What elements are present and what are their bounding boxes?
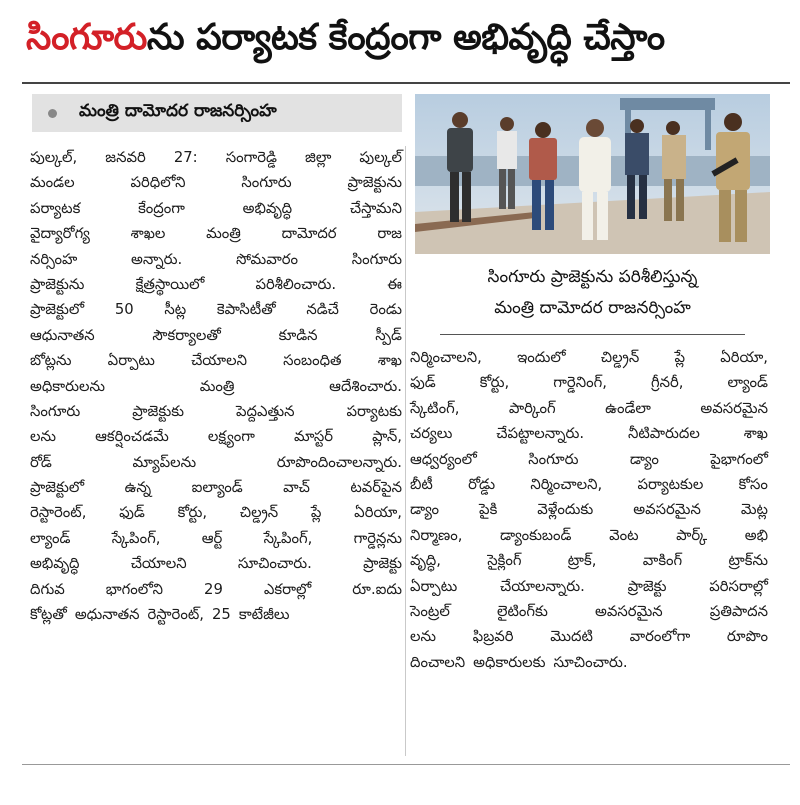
- article-line: [30, 272, 402, 297]
- article-word: మొదటి: [550, 628, 593, 646]
- article-word: ప్రాజెక్టులో: [30, 479, 85, 497]
- article-word: రాజ: [377, 225, 402, 243]
- article-column-right: [410, 345, 768, 675]
- article-word: సింగూరు: [30, 402, 81, 420]
- article-word: శాఖ: [377, 352, 402, 370]
- article-word: పర్యాటకుల: [637, 475, 704, 493]
- article-word: చేపట్టాలన్నారు.: [496, 425, 585, 443]
- article-line: [30, 145, 402, 170]
- article-column-left: [30, 145, 402, 627]
- article-word: వెళ్లేందుకు: [537, 501, 594, 519]
- article-line: [30, 247, 402, 272]
- photo-illustration: [415, 94, 770, 254]
- article-word: అధికారులను: [30, 377, 106, 395]
- bottom-rule: [22, 764, 790, 765]
- article-word: కెపాసిటీతో: [216, 301, 276, 319]
- article-line: [30, 577, 402, 602]
- bullet-icon: [48, 109, 57, 118]
- article-word: వారంలోగా: [629, 628, 691, 646]
- article-word: ప్లే: [674, 349, 685, 366]
- article-word: శాఖ: [743, 425, 768, 443]
- article-word: నీటిపారుదల: [627, 425, 700, 443]
- article-word: రెస్టారెంట్,: [147, 606, 204, 624]
- article-word: చేయాలని: [130, 555, 187, 573]
- article-word: ఏరియా,: [720, 349, 768, 366]
- article-word: మంత్రి: [206, 225, 241, 243]
- article-word: 27:: [173, 149, 198, 166]
- article-word: గార్డెన్లను: [353, 529, 402, 547]
- article-line: [30, 551, 402, 576]
- article-line: [410, 523, 768, 548]
- article-word: సెంట్రల్: [410, 602, 450, 620]
- article-word: వాచ్: [283, 479, 310, 497]
- article-word: ఈ: [387, 275, 402, 293]
- article-word: సూచించారు.: [553, 653, 628, 671]
- article-word: గార్డెనింగ్,: [553, 374, 607, 392]
- photo-caption: [415, 262, 770, 332]
- article-word: ఏర్పాటు: [107, 352, 155, 370]
- article-word: వైద్యారోగ్య: [30, 225, 90, 243]
- article-word: రెస్టారెంట్,: [30, 504, 87, 522]
- article-word: మ్యాప్‌లను: [132, 453, 197, 471]
- article-word: పరిసరాల్లో: [709, 577, 768, 595]
- article-line: [30, 424, 402, 449]
- article-word: ఉండేలా: [605, 399, 651, 417]
- article-word: కాటేజీలు: [238, 606, 290, 624]
- article-word: నిర్మాణం,: [410, 526, 463, 544]
- article-word: ఏర్పాటు: [410, 577, 458, 595]
- article-word: సౌకర్యాలతో: [152, 326, 221, 344]
- article-word: ఆదేశించారు.: [329, 377, 402, 395]
- article-word: 29: [204, 580, 223, 598]
- article-word: పైకి: [479, 501, 498, 519]
- article-word: స్పీడ్: [375, 326, 402, 344]
- article-word: రూ.ఐదు: [352, 580, 402, 598]
- article-word: ల్యాండ్: [727, 374, 768, 392]
- article-word: ఉన్న: [124, 479, 152, 497]
- article-line: [30, 526, 402, 551]
- column-divider: [405, 146, 406, 756]
- article-line: [30, 196, 402, 221]
- article-word: ప్రాజెక్టు: [363, 555, 402, 573]
- article-word: స్కేటింగ్,: [410, 399, 460, 417]
- article-word: కోసం: [738, 475, 768, 493]
- article-word: నర్సింహ: [30, 250, 78, 268]
- article-word: అవసరమైన: [633, 501, 701, 519]
- article-word: దామోదర: [281, 225, 337, 243]
- article-word: కూడిన: [278, 326, 318, 344]
- article-line: [30, 323, 402, 348]
- article-word: ప్రాజెక్టులో: [30, 301, 85, 319]
- article-word: సోమవారం: [235, 250, 298, 268]
- article-word: కేంద్రంగా: [138, 199, 185, 217]
- article-word: ఆర్ట్: [201, 529, 223, 547]
- article-word: ఎకరాల్లో: [263, 580, 312, 598]
- headline-highlight: సింగూరు: [26, 17, 147, 58]
- article-word: ప్లాన్,: [372, 428, 402, 446]
- article-word: ఆధ్వర్యంలో: [410, 450, 477, 468]
- article-word: సింగూరు: [351, 250, 402, 268]
- article-word: ఆధునాతన: [30, 326, 95, 344]
- article-word: సూచించారు.: [237, 555, 312, 573]
- article-word: చిల్డ్రన్: [239, 504, 279, 522]
- article-line: [30, 348, 402, 373]
- article-word: లక్ష్యంగా: [207, 428, 255, 446]
- article-word: నడిచే: [306, 301, 339, 319]
- article-word: అభి: [744, 526, 768, 544]
- article-line: [410, 548, 768, 573]
- article-word: డ్యాం: [410, 501, 440, 519]
- article-line: [410, 447, 768, 472]
- article-word: పుల్కల్,: [30, 149, 78, 166]
- article-line: [30, 170, 402, 195]
- article-word: పర్యాటక: [30, 199, 81, 217]
- news-photo: [415, 94, 770, 254]
- article-word: ప్రతిపాదన: [709, 602, 768, 620]
- article-word: ప్రాజెక్టును: [347, 174, 402, 192]
- article-word: పైభాగంలో: [710, 450, 768, 468]
- article-word: కోర్టు,: [177, 504, 208, 522]
- caption-line-1: సింగూరు ప్రాజెక్టును పరిశీలిస్తున్న: [487, 267, 698, 287]
- article-word: ఫుడ్: [410, 374, 436, 392]
- caption-line-2: మంత్రి దామోదర రాజనర్సింహ: [494, 298, 691, 318]
- article-line: [30, 221, 402, 246]
- article-word: జిల్లా: [305, 149, 332, 166]
- article-word: లను: [410, 628, 436, 646]
- article-word: రోడ్: [30, 453, 52, 471]
- article-line: [30, 450, 402, 475]
- article-word: అధునాతన: [74, 606, 140, 624]
- article-word: గ్రీనరీ,: [650, 374, 684, 392]
- article-word: అభివృద్ధి: [30, 555, 80, 573]
- article-word: ల్యాండ్: [30, 529, 71, 547]
- article-word: మెట్ల: [740, 501, 768, 519]
- article-line: [410, 396, 768, 421]
- article-word: రూపొం: [726, 628, 768, 646]
- article-word: ప్లే: [310, 504, 322, 522]
- article-word: కోర్టు,: [479, 374, 510, 392]
- article-word: ట్రాక్‌ను: [728, 552, 768, 570]
- article-word: ప్రాజెక్టును: [30, 275, 85, 293]
- article-word: దించాలని: [410, 653, 466, 671]
- article-word: ప్రాజెక్టు: [627, 577, 667, 595]
- article-word: సింగూరు: [241, 174, 292, 192]
- article-line: [30, 374, 402, 399]
- byline: మంత్రి దామోదర రాజనర్సింహ: [79, 101, 277, 121]
- article-word: ఇందులో: [517, 349, 566, 366]
- article-word: క్షేత్రస్థాయిలో: [135, 275, 205, 293]
- article-word: వెంట: [609, 526, 639, 544]
- headline: [26, 6, 786, 78]
- article-line: [30, 475, 402, 500]
- article-word: సీట్ల: [164, 301, 187, 319]
- article-word: ఏరియా,: [354, 504, 402, 522]
- article-word: చర్యలు: [410, 425, 453, 443]
- article-word: పుల్కల్: [359, 149, 402, 166]
- article-word: బీటీ: [410, 475, 433, 493]
- article-line: [410, 472, 768, 497]
- article-word: సంబంధిత: [283, 352, 342, 370]
- article-word: మండల: [30, 174, 75, 192]
- article-word: నిర్మించాలని,: [530, 475, 603, 493]
- article-word: డ్యాంకుబండ్: [500, 526, 572, 544]
- article-word: డ్యాం: [629, 450, 659, 468]
- article-line: [410, 370, 768, 395]
- article-word: వాకింగ్: [642, 552, 683, 570]
- article-line: [410, 599, 768, 624]
- article-word: స్కేపింగ్,: [111, 529, 161, 547]
- article-word: ఫుడ్: [119, 504, 145, 522]
- article-word: శాఖల: [130, 225, 166, 243]
- headline-rest: ను పర్యాటక కేంద్రంగా అభివృద్ధి చేస్తాం: [146, 17, 665, 58]
- byline-box: [32, 94, 402, 132]
- article-word: ఆకర్షించడమే: [95, 428, 169, 446]
- article-word: పరిశీలించారు.: [255, 275, 337, 293]
- article-line: [410, 624, 768, 649]
- headline-rule: [22, 82, 790, 84]
- article-word: వృద్ధి,: [410, 552, 441, 570]
- article-word: రూపొందించాలన్నారు.: [276, 453, 402, 471]
- article-word: చేయాలన్నారు.: [499, 577, 585, 595]
- article-word: సంగారెడ్డి: [225, 149, 277, 166]
- article-word: భాగంలోని: [105, 580, 163, 598]
- article-word: రోడ్డు: [468, 475, 496, 493]
- article-line: [30, 602, 402, 627]
- article-word: 25: [211, 606, 231, 624]
- article-word: దిగువ: [30, 580, 65, 598]
- article-word: పెద్దఎత్తున: [236, 402, 295, 420]
- article-line: [30, 399, 402, 424]
- article-word: లను: [30, 428, 56, 446]
- article-line: [410, 574, 768, 599]
- article-word: పర్యాటకు: [346, 402, 402, 420]
- article-line: [30, 500, 402, 525]
- article-line: [410, 650, 768, 675]
- article-word: రెండు: [369, 301, 402, 319]
- article-word: మంత్రి: [199, 377, 235, 395]
- article-word: అవసరమైన: [700, 399, 768, 417]
- article-word: సింగూరు: [528, 450, 579, 468]
- article-word: పార్క్: [676, 526, 708, 544]
- article-line: [410, 421, 768, 446]
- article-word: జనవరి: [105, 149, 146, 166]
- article-word: నిర్మించాలని,: [410, 349, 482, 366]
- article-word: లైటింగ్‌కు: [496, 602, 548, 620]
- article-line: [30, 297, 402, 322]
- article-word: అన్నారు.: [131, 250, 183, 268]
- article-word: ఐల్యాండ్: [191, 479, 243, 497]
- article-line: [410, 497, 768, 522]
- article-word: ట్రాక్,: [567, 552, 597, 570]
- article-word: మాస్టర్: [293, 428, 334, 446]
- article-word: బోట్లను: [30, 352, 72, 370]
- article-word: అవసరమైన: [595, 602, 663, 620]
- caption-rule: [440, 334, 745, 335]
- article-word: స్కేపింగ్,: [263, 529, 313, 547]
- article-word: చేస్తామని: [349, 199, 402, 217]
- article-word: ఫిబ్రవరి: [472, 628, 514, 646]
- article-word: అభివృద్ధి: [242, 199, 293, 217]
- article-word: పరిధిలోని: [130, 174, 186, 192]
- article-word: పార్కింగ్: [508, 399, 556, 417]
- article-line: [410, 345, 768, 370]
- article-word: 50: [114, 301, 134, 319]
- article-word: ప్రాజెక్టుకు: [132, 402, 185, 420]
- article-word: కోట్లతో: [30, 606, 67, 624]
- article-word: అధికారులకు: [473, 653, 546, 671]
- article-word: చేయాలని: [191, 352, 247, 370]
- article-word: టవర్‌పైన: [350, 479, 402, 497]
- article-word: సైక్లింగ్: [487, 552, 522, 570]
- article-word: చిల్డ్రన్: [600, 349, 640, 366]
